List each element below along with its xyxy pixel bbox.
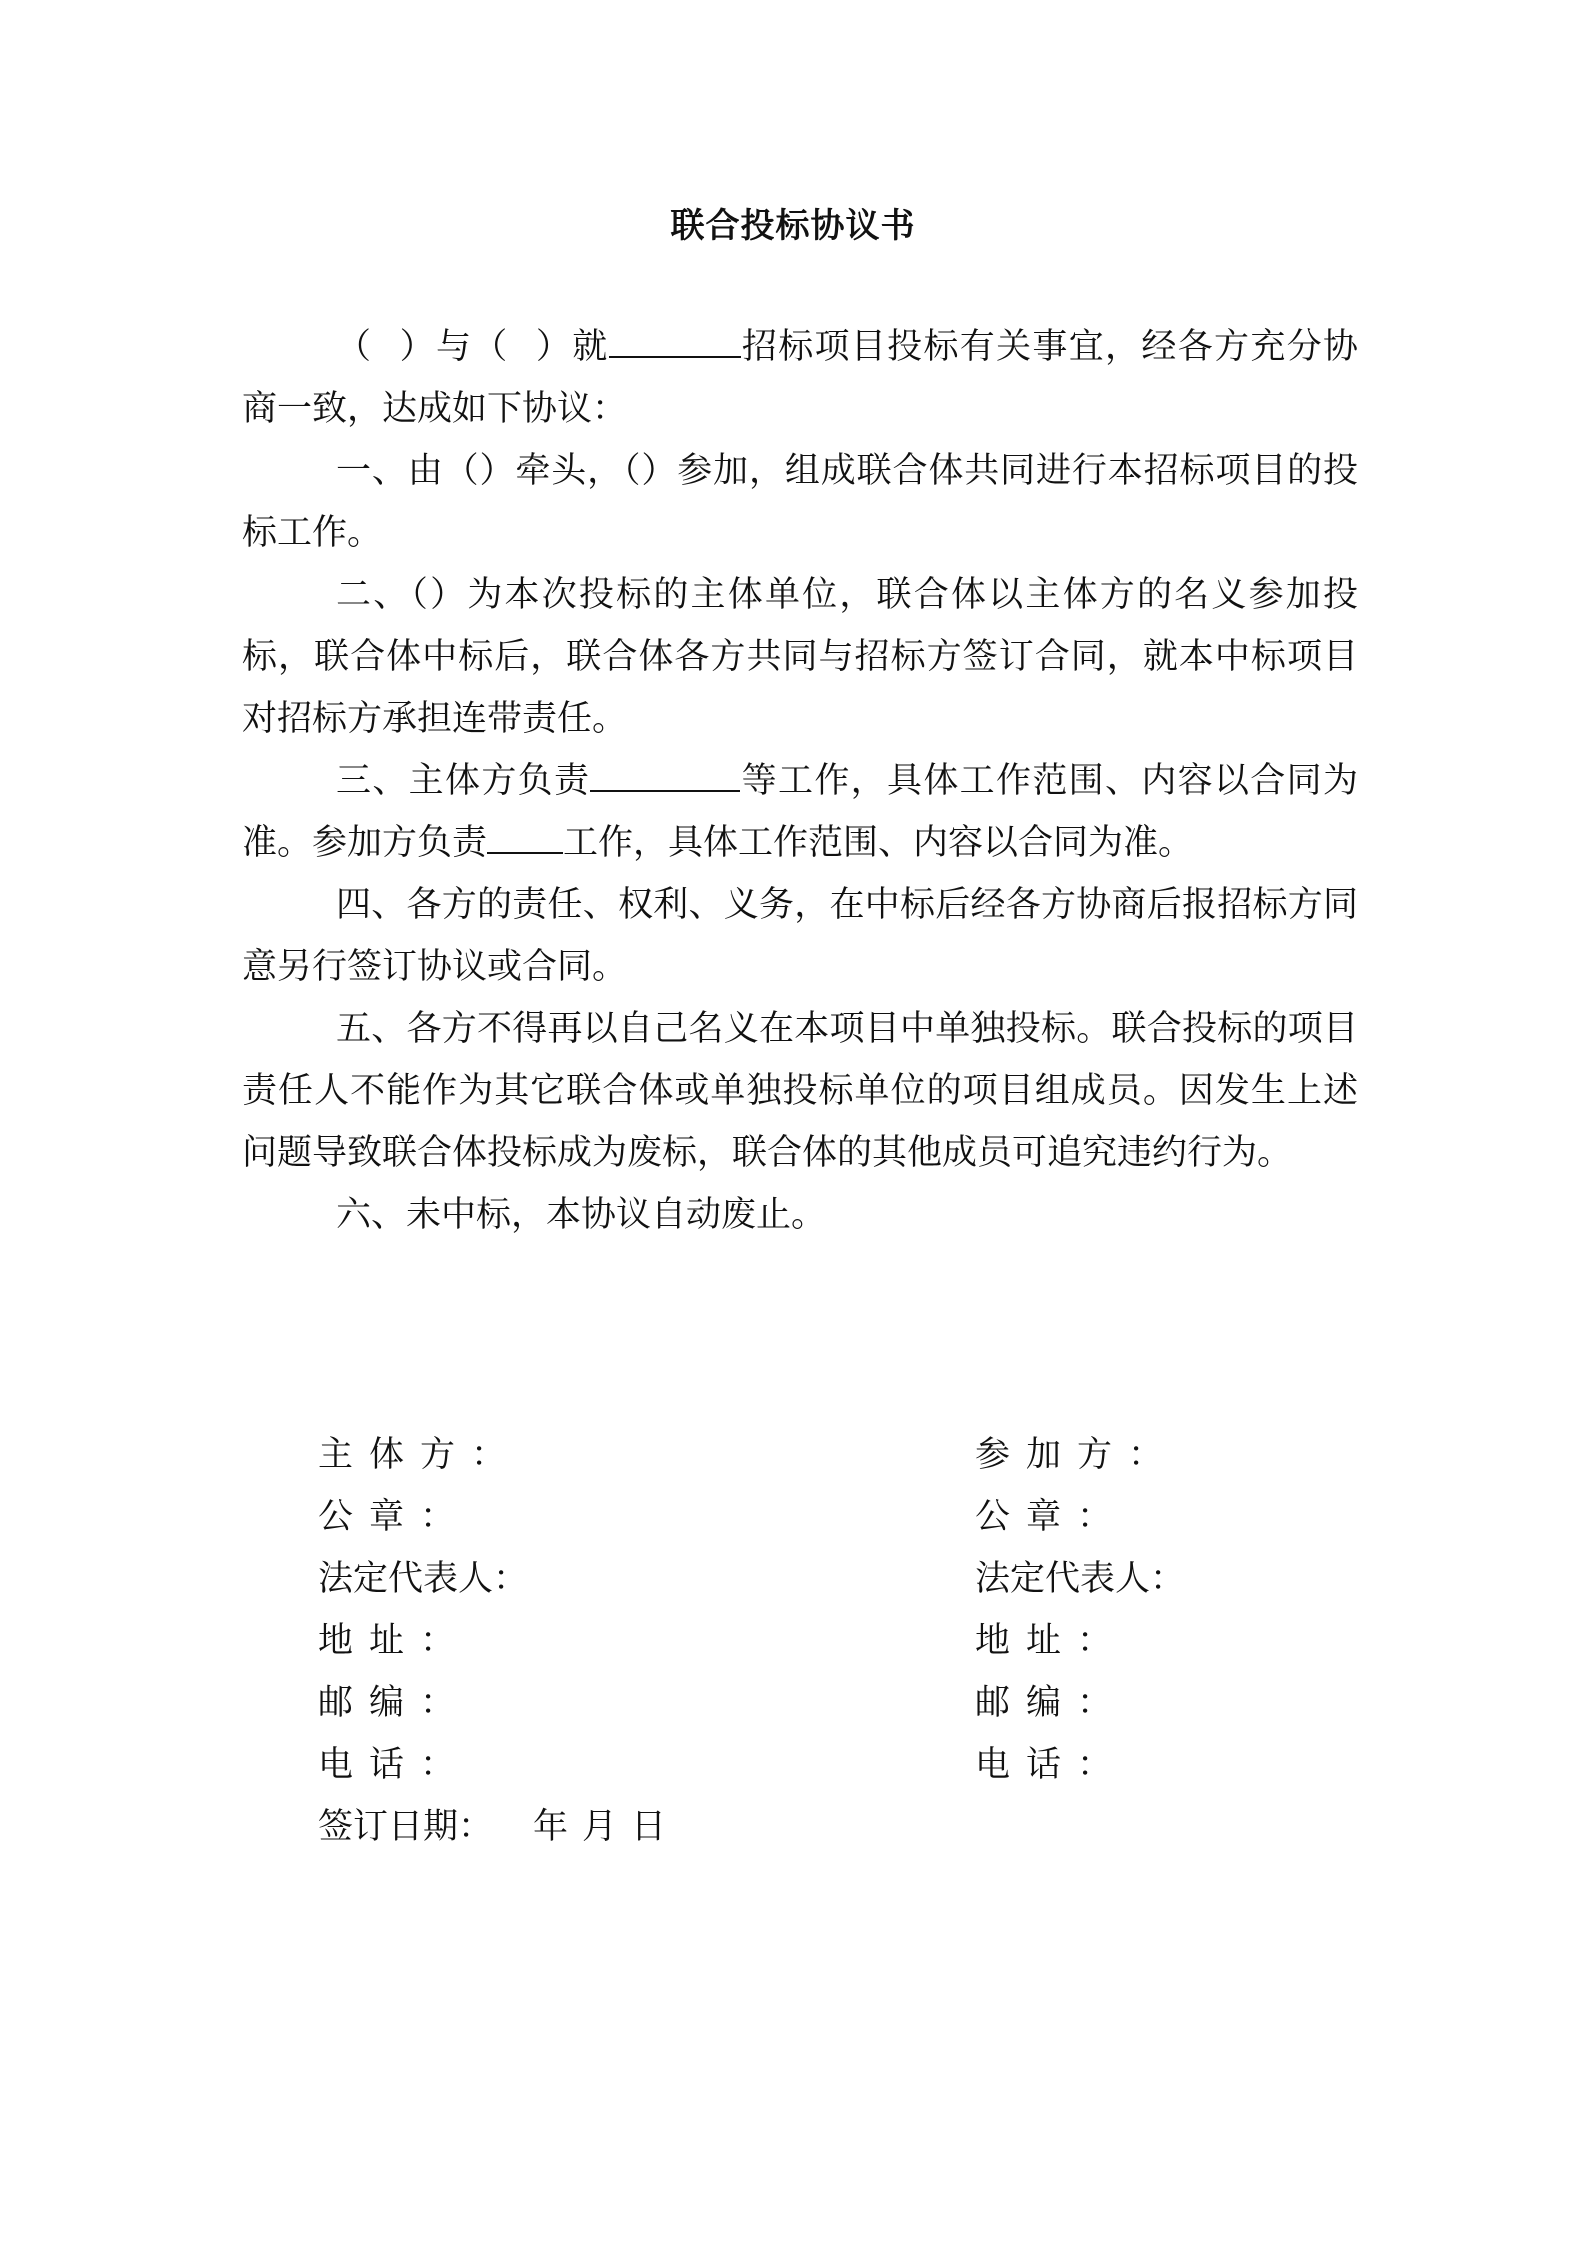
intro-text: 招标项目投标有关事宜，经各方充分协商一致，达成如下协议： (242, 327, 1358, 429)
member-phone-label: 电话： (975, 1745, 1129, 1785)
member-seal-label: 公章： (975, 1497, 1129, 1537)
sign-date-row (318, 1796, 666, 1858)
intro-paren-close: ）与（ (398, 327, 509, 367)
intro-paragraph (242, 316, 1358, 440)
clause-4: 四、各方的责任、权利、义务，在中标后经各方协商后报招标方同意另行签订协议或合同。 (242, 885, 1358, 987)
clause-3 (242, 750, 1358, 874)
main-rep-label: 法定代表人： (318, 1559, 529, 1599)
clause-6: 六、未中标，本协议自动废止。 (336, 1195, 827, 1235)
main-seal-label: 公章： (318, 1497, 472, 1537)
clause-3-part-a: 三、主体方负责 (336, 761, 591, 801)
main-party-label: 主体方： (318, 1435, 523, 1475)
intro-paren-close-2: ）就 (534, 327, 609, 367)
member-party-scope-blank (487, 816, 563, 854)
main-phone-label: 电话： (318, 1745, 472, 1785)
main-postcode-label: 邮编： (318, 1683, 472, 1723)
sign-date-label: 签订日期： (318, 1807, 494, 1847)
clause-1: 一、由（）牵头，（）参加，组成联合体共同进行本招标项目的投标工作。 (242, 451, 1358, 553)
member-postcode-label: 邮编： (975, 1683, 1129, 1723)
project-name-blank (609, 320, 741, 358)
member-rep-label: 法定代表人： (975, 1559, 1186, 1599)
main-address-label: 地址： (318, 1621, 472, 1661)
document-title: 联合投标协议书 (670, 206, 916, 246)
clause-2: 二、（）为本次投标的主体单位，联合体以主体方的名义参加投标，联合体中标后，联合体各方共同与招标方签订合同，就本中标项目对招标方承担连带责任。 (242, 575, 1358, 739)
member-party-label: 参加方： (975, 1435, 1180, 1475)
signature-block-member-party (975, 1424, 1185, 1796)
sign-date-day: 日 (631, 1807, 667, 1847)
sign-date-month: 月 (582, 1807, 618, 1847)
member-address-label: 地址： (975, 1621, 1129, 1661)
main-party-scope-blank (590, 754, 740, 792)
sign-date-year: 年 (533, 1807, 569, 1847)
clause-3-part-b: 等工作，具体工作范围、内容以合同为准。参加方负责 (242, 761, 1358, 863)
agreement-body (242, 316, 1358, 1246)
signature-block-main-party (318, 1424, 666, 1858)
intro-paren-open: （ (336, 327, 373, 367)
clause-5: 五、各方不得再以自己名义在本项目中单独投标。联合投标的项目责任人不能作为其它联合体或单独投标单位的项目组成员。因发生上述问题导致联合体投标成为废标，联合体的其他成员可追究违约行为。 (242, 1009, 1358, 1173)
clause-3-part-c: 工作，具体工作范围、内容以合同为准。 (563, 823, 1194, 863)
